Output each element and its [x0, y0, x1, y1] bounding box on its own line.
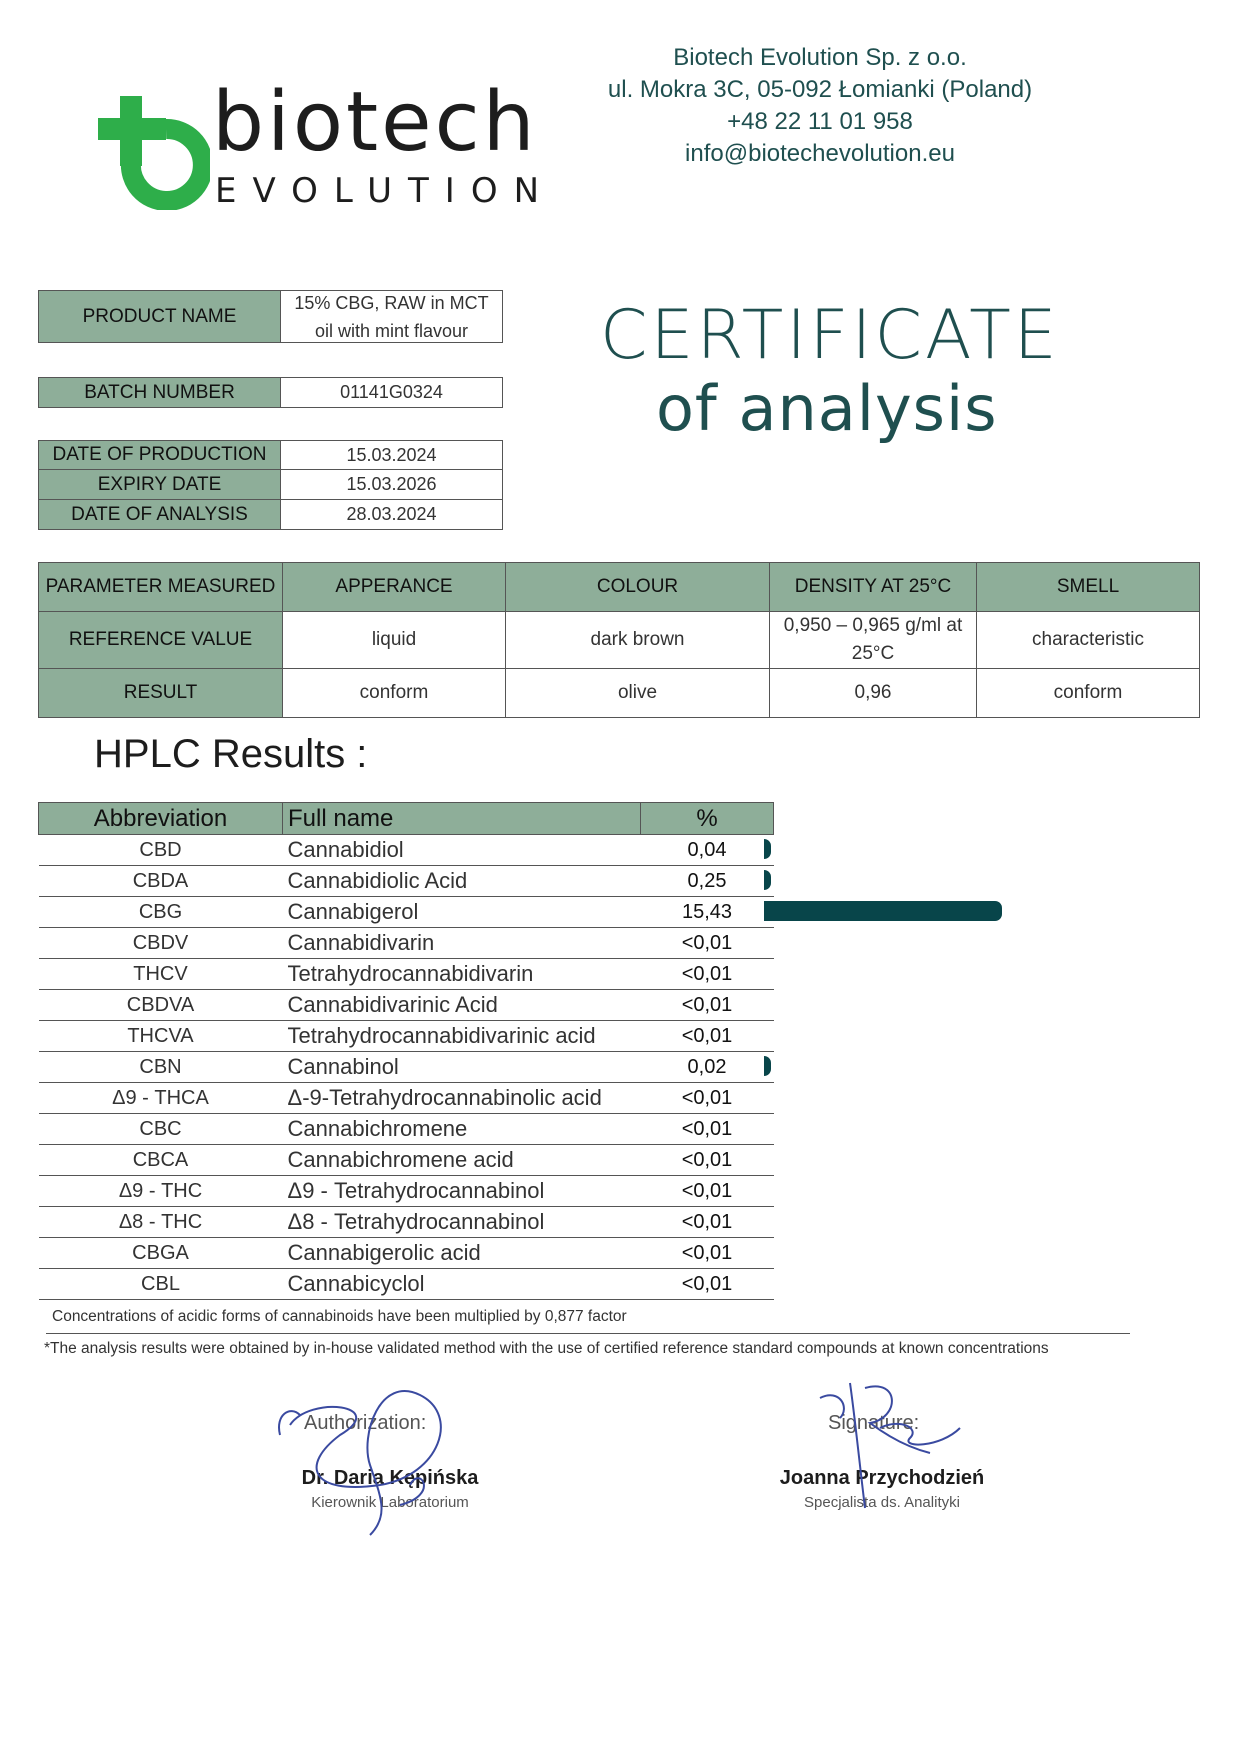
reference-cell: characteristic	[977, 612, 1200, 669]
logo-wordmark: biotech	[212, 75, 538, 170]
param-header-cell: APPERANCE	[283, 563, 506, 612]
hplc-name-cell: Cannabichromene acid	[283, 1145, 641, 1176]
hplc-abbr-cell: CBN	[39, 1052, 283, 1083]
param-header-cell: PARAMETER MEASURED	[39, 563, 283, 612]
param-header-cell: DENSITY AT 25°C	[770, 563, 977, 612]
result-cell: 0,96	[770, 669, 977, 718]
hplc-name-cell: Cannabicyclol	[283, 1269, 641, 1300]
hplc-pct-cell: <0,01	[641, 1145, 774, 1176]
hplc-pct-cell: <0,01	[641, 1238, 774, 1269]
param-header-cell: SMELL	[977, 563, 1200, 612]
hplc-row	[39, 1269, 774, 1300]
hplc-row	[39, 835, 774, 866]
signature-label: Signature:	[828, 1412, 920, 1434]
authorization-name: Dr. Daria Kępińska	[301, 1467, 479, 1489]
hplc-pct-cell: 0,25	[641, 866, 774, 897]
product-name-line2: oil with mint flavour	[314, 320, 469, 341]
reference-cell: dark brown	[506, 612, 770, 669]
authorization-role: Kierownik Laboratorium	[311, 1494, 469, 1511]
logo-icon	[98, 96, 210, 210]
signature-role: Specjalista ds. Analityki	[804, 1494, 960, 1511]
param-header-cell: COLOUR	[506, 563, 770, 612]
hplc-header-pct: %	[641, 803, 774, 835]
hplc-row	[39, 897, 774, 928]
hplc-header-abbr: Abbreviation	[39, 803, 283, 835]
factor-note: Concentrations of acidic forms of cannabinoids have been multiplied by 0,877 factor	[52, 1308, 627, 1325]
hplc-bar	[764, 1056, 771, 1076]
hplc-row	[39, 928, 774, 959]
analyst-signature	[810, 1378, 970, 1518]
hplc-abbr-cell: Δ9 - THCA	[39, 1083, 283, 1114]
method-note: *The analysis results were obtained by in-house validated method with the use of certified reference standard compounds at known concentrations	[44, 1340, 1049, 1357]
hplc-header-row	[39, 803, 774, 835]
hplc-row	[39, 1114, 774, 1145]
hplc-pct-cell: 15,43	[641, 897, 774, 928]
hplc-title: HPLC Results :	[94, 732, 368, 776]
production-date-label: DATE OF PRODUCTION	[38, 440, 281, 470]
hplc-abbr-cell: CBL	[39, 1269, 283, 1300]
hplc-row	[39, 866, 774, 897]
hplc-pct-cell: <0,01	[641, 990, 774, 1021]
authorization-label: Authorization:	[304, 1412, 427, 1434]
hplc-name-cell: Cannabinol	[283, 1052, 641, 1083]
certificate-title: CERTIFICATE	[600, 296, 1060, 375]
hplc-abbr-cell: Δ8 - THC	[39, 1207, 283, 1238]
hplc-header-name: Full name	[283, 803, 641, 835]
expiry-date-row	[38, 469, 503, 500]
hplc-name-cell: Cannabigerolic acid	[283, 1238, 641, 1269]
hplc-abbr-cell: CBCA	[39, 1145, 283, 1176]
hplc-pct-cell: <0,01	[641, 959, 774, 990]
product-name-row	[38, 290, 503, 343]
result-cell: olive	[506, 669, 770, 718]
hplc-pct-cell: <0,01	[641, 1207, 774, 1238]
company-email: info@biotechevolution.eu	[685, 140, 955, 167]
reference-cell: 0,950 – 0,965 g/ml at 25°C	[770, 612, 977, 669]
company-phone: +48 22 11 01 958	[727, 108, 913, 135]
expiry-date-label: EXPIRY DATE	[38, 469, 281, 500]
hplc-abbr-cell: Δ9 - THC	[39, 1176, 283, 1207]
hplc-name-cell: Cannabidivarinic Acid	[283, 990, 641, 1021]
company-address-block	[560, 42, 1080, 170]
hplc-name-cell: Tetrahydrocannabidivarin	[283, 959, 641, 990]
hplc-row	[39, 959, 774, 990]
hplc-pct-cell: 0,04	[641, 835, 774, 866]
signature-name: Joanna Przychodzień	[779, 1467, 985, 1489]
hplc-abbr-cell: CBGA	[39, 1238, 283, 1269]
hplc-name-cell: Δ-9-Tetrahydrocannabinolic acid	[283, 1083, 641, 1114]
hplc-pct-cell: <0,01	[641, 1083, 774, 1114]
hplc-abbr-cell: CBD	[39, 835, 283, 866]
result-label: RESULT	[39, 669, 283, 718]
hplc-abbr-cell: CBDA	[39, 866, 283, 897]
parameters-header-row	[39, 563, 1200, 612]
hplc-row	[39, 1021, 774, 1052]
hplc-bar	[764, 901, 1002, 921]
hplc-abbr-cell: CBG	[39, 897, 283, 928]
hplc-abbr-cell: CBDV	[39, 928, 283, 959]
hplc-row	[39, 1238, 774, 1269]
company-name: Biotech Evolution Sp. z o.o.	[673, 44, 967, 71]
hplc-name-cell: Δ8 - Tetrahydrocannabinol	[283, 1207, 641, 1238]
hplc-row	[39, 1052, 774, 1083]
hplc-name-cell: Cannabigerol	[283, 897, 641, 928]
result-cell: conform	[283, 669, 506, 718]
hplc-name-cell: Cannabidiol	[283, 835, 641, 866]
product-name-label: PRODUCT NAME	[38, 290, 281, 343]
hplc-abbr-cell: CBC	[39, 1114, 283, 1145]
production-date-value: 15.03.2024	[281, 440, 503, 470]
analysis-date-label: DATE OF ANALYSIS	[38, 499, 281, 530]
batch-row	[38, 377, 503, 408]
expiry-date-value: 15.03.2026	[281, 469, 503, 500]
hplc-row	[39, 1207, 774, 1238]
hplc-pct-cell: <0,01	[641, 1176, 774, 1207]
divider	[46, 1333, 1130, 1334]
hplc-pct-cell: <0,01	[641, 928, 774, 959]
hplc-name-cell: Cannabidiolic Acid	[283, 866, 641, 897]
hplc-abbr-cell: CBDVA	[39, 990, 283, 1021]
hplc-name-cell: Δ9 - Tetrahydrocannabinol	[283, 1176, 641, 1207]
hplc-pct-cell: 0,02	[641, 1052, 774, 1083]
product-name-line1: 15% CBG, RAW in MCT	[294, 292, 489, 313]
batch-label: BATCH NUMBER	[38, 377, 281, 408]
authorization-signature	[270, 1375, 470, 1545]
hplc-pct-cell: <0,01	[641, 1021, 774, 1052]
hplc-abbr-cell: THCV	[39, 959, 283, 990]
parameters-table	[38, 562, 1200, 718]
hplc-row	[39, 1083, 774, 1114]
batch-value: 01141G0324	[281, 377, 503, 408]
logo-subtitle: EVOLUTION	[215, 171, 556, 211]
reference-label: REFERENCE VALUE	[39, 612, 283, 669]
hplc-pct-cell: <0,01	[641, 1114, 774, 1145]
reference-cell: liquid	[283, 612, 506, 669]
hplc-row	[39, 1176, 774, 1207]
hplc-row	[39, 990, 774, 1021]
hplc-name-cell: Cannabichromene	[283, 1114, 641, 1145]
company-address: ul. Mokra 3C, 05-092 Łomianki (Poland)	[607, 76, 1033, 103]
hplc-table	[38, 802, 774, 1300]
product-name-value	[281, 290, 503, 343]
hplc-name-cell: Cannabidivarin	[283, 928, 641, 959]
hplc-abbr-cell: THCVA	[39, 1021, 283, 1052]
hplc-name-cell: Tetrahydrocannabidivarinic acid	[283, 1021, 641, 1052]
analysis-date-row	[38, 499, 503, 530]
analysis-date-value: 28.03.2024	[281, 499, 503, 530]
reference-row	[39, 612, 1200, 669]
hplc-row	[39, 1145, 774, 1176]
result-cell: conform	[977, 669, 1200, 718]
hplc-pct-cell: <0,01	[641, 1269, 774, 1300]
result-row	[39, 669, 1200, 718]
production-date-row	[38, 440, 503, 470]
certificate-subtitle: of analysis	[656, 372, 998, 445]
